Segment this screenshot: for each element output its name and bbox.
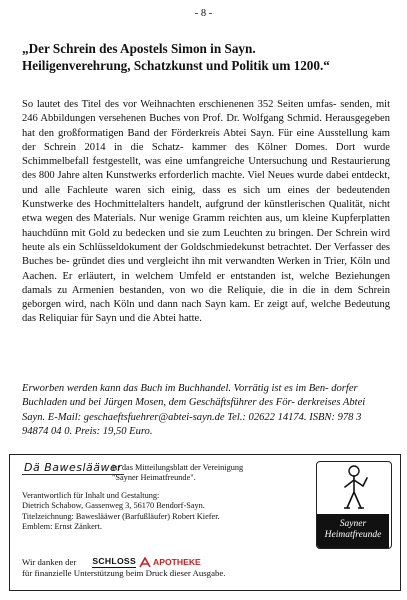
body-line: Kunstwerke des Hochmittelalters handelt, aufgrund der künstlerischen	[22, 199, 326, 211]
body-line: Kunstwerks erforderlich machte. Viel Neues wurde dabei entdeckt, und	[22, 170, 390, 196]
purchase-line: derkreises Abtei Sayn. E-Mail: geschaeftsfuehrer@abtei-sayn.de	[22, 397, 366, 423]
emblem-text-line: Heimatfreunde	[324, 530, 382, 540]
body-line: So lautet des Titel des vor Weihnachten erschienenen 352 Seiten umfas-	[22, 99, 337, 110]
body-line: Qualität, nicht etwa wegen des Materials. Nur wenige Gramm reichten	[22, 199, 390, 225]
purchase-line: Erworben werden kann das Buch im Buchhandel. Vorrätig ist es im Ben-	[22, 383, 329, 394]
heading-line-2: Heiligenverehrung, Schatzkunst und Politik um 1200.“	[22, 58, 330, 73]
page-number: - 8 -	[194, 8, 213, 19]
article-body	[22, 98, 390, 327]
apotheke-a-icon	[139, 557, 151, 568]
body-line: aus, um kleine Kupferplatten hauchdünn mit Gold zu bedecken und sie	[22, 213, 390, 239]
newsletter-description	[112, 463, 312, 484]
purchase-line: dorfer Buchladen und bei Jürgen Mosen, dem Geschäftsführer des För-	[22, 383, 358, 409]
body-line: der Goldschmiedekunst betrachtet. Der Verfasser des Buches be-	[22, 241, 391, 268]
body-line: senden, mit 246 Abbildungen versehenen Buches von Prof. Dr. Wolfgang	[22, 99, 391, 125]
emblem-text-line: Sayner	[339, 519, 367, 529]
body-line: alle Fachleute waren sich einig, dass es sich um eines der bedeutenden	[44, 184, 390, 196]
credit-line: Dietrich Schabow, Gassenweg 3, 56170 Bendorf-Sayn.	[22, 501, 205, 511]
body-line: die in dem Schrein geborgen wird, nach Köln und dann nach Sayn kam. Er	[22, 284, 391, 311]
credit-line: Emblem: Ernst Zänkert.	[22, 521, 102, 531]
body-line: kammer des Kölner Domes. Dort wurde Schimmelbefall festgestellt, was	[22, 141, 390, 168]
purchase-paragraph	[22, 382, 390, 439]
apotheke-logo-text: APOTHEKE	[153, 556, 201, 567]
body-line: eine umfangreiche Untersuchung und Restaurierung des 800 Jahre alten	[22, 156, 390, 182]
thanks-suffix: für finanzielle Unterstützung beim Druck dieser Ausgabe.	[22, 568, 226, 578]
article-heading	[22, 40, 392, 74]
body-paragraph	[22, 98, 390, 327]
body-line: Schmid. Herausgegeben hat den großformatigen Band der Förderkreis	[22, 113, 390, 139]
body-line: zeigt auf, welche Bedeutung das Reliquiar für Sayn und die Abtei hatte.	[22, 299, 390, 325]
description-line: "Sayner Heimatfreunde".	[112, 473, 196, 483]
masthead-box	[9, 454, 401, 591]
sponsor-acknowledgement	[22, 556, 322, 579]
purchase-line: Tel.: 02622 14174. ISBN: 978 3 94874 04 0. Preis: 19,50 Euro.	[22, 411, 362, 437]
editorial-credits	[22, 491, 312, 532]
emblem-banner	[317, 514, 389, 548]
credit-line: Titelzeichnung: Baweslääwer (Barfußläufer) Robert Kiefer.	[22, 511, 220, 521]
barefoot-walker-icon	[336, 464, 372, 512]
body-line: und Aachen. Er erläutert, in welchem Umfeld er entstanden ist, welche	[22, 256, 391, 282]
newsletter-logo: Dä Baweslääwer	[24, 461, 123, 474]
sayner-heimatfreunde-emblem	[316, 461, 392, 549]
body-line: zum Leuchten zu bringen. Der Schrein wird heute als ein Schlüsseldokument	[22, 227, 390, 253]
description-line: ist das Mitteilungsblatt der Vereinigung	[112, 463, 244, 472]
credit-line: Verantwortlich für Inhalt und Gestaltung:	[22, 491, 160, 500]
purchase-info	[22, 382, 390, 439]
heading-line-1: „Der Schrein des Apostels Simon in Sayn.	[22, 41, 256, 56]
thanks-text: Wir danken der	[22, 556, 77, 567]
body-line: Beziehungen damals zu Armenien bestanden, von wo die Reliquie, die in	[22, 270, 390, 296]
body-line: gründet dies und vergleicht ihn mit verwandten Werken in Trier, Köln	[72, 256, 372, 268]
body-line: Abtei Sayn. Für eine Ausstellung kam der Schrein 2014 in die Schatz-	[22, 127, 390, 153]
schloss-apotheke-logo: SCHLOSS	[92, 556, 137, 566]
